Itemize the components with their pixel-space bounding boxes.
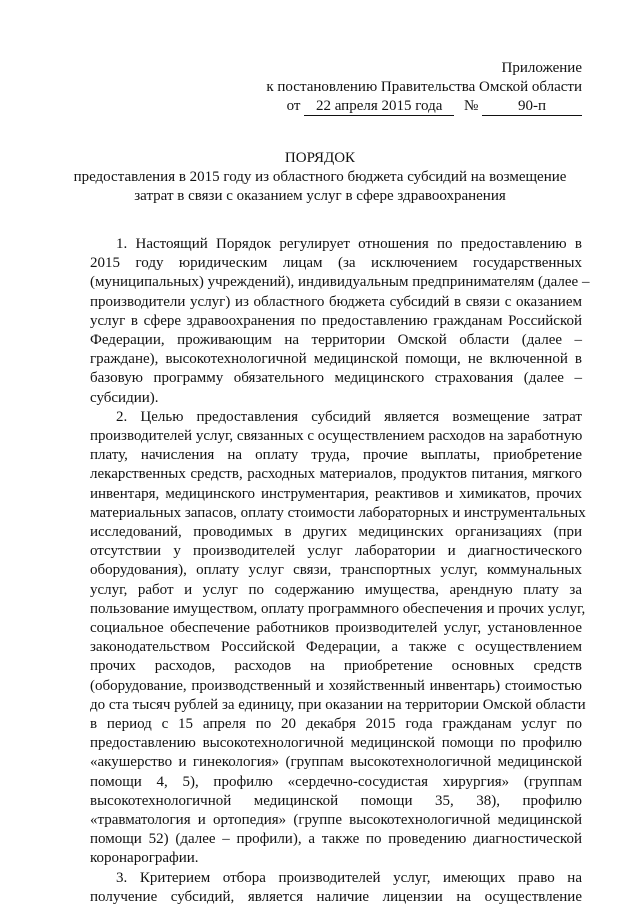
body-line: получение субсидий, является наличие лицензии на осуществление — [90, 888, 582, 905]
body-line: в период с 15 апреля по 20 декабря 2015 года гражданам услуг по — [90, 716, 582, 732]
resolution-reference: к постановлению Правительства Омской области — [266, 79, 582, 95]
document-title: ПОРЯДОК — [284, 150, 356, 166]
body-line: 3. Критерием отбора производителей услуг, имеющих право на — [116, 869, 582, 886]
body-line: «травматология и ортопедия» (группе высокотехнологичной медицинской — [90, 812, 582, 828]
body-line: предоставлению высокотехнологичной медицинской помощи по профилю — [90, 735, 582, 752]
body-line: Федерации, проживающим на территории Омской области (далее – — [90, 332, 582, 348]
body-line: до ста тысяч рублей за единицу, при оказании на территории Омской области — [90, 696, 586, 713]
body-line: производителей услуг, связанных с осуществлением расходов на заработную — [90, 428, 583, 444]
from-label: от — [286, 98, 301, 114]
body-line: плату, начисления на оплату труда, прочие выплаты, приобретение — [90, 447, 582, 464]
body-line: высокотехнологичной медицинской помощи 35, 38), профилю — [90, 792, 582, 809]
body-line: производители услуг) из областного бюджета субсидий в связи с оказанием — [90, 293, 582, 310]
body-line: социальное обеспечение работников производителей услуг, установленное — [90, 620, 582, 636]
body-line: 2. Целью предоставления субсидий является возмещение затрат — [116, 408, 582, 425]
body-line: инвентаря, медицинского инструментария, реактивов и химикатов, прочих — [90, 485, 582, 502]
body-line: лекарственных средств, расходных материалов, продуктов питания, мягкого — [90, 466, 582, 483]
resolution-number: 90-п — [482, 98, 582, 116]
body-line: базовую программу обязательного медицинского страхования (далее – — [90, 370, 582, 387]
document-subtitle-line-2: затрат в связи с оказанием услуг в сфере здравоохранения — [134, 188, 506, 204]
body-line: материальных запасов, оплату стоимости лабораторных и инструментальных — [90, 504, 586, 521]
body-line: законодательством Российской Федерации, а также с осуществлением — [90, 639, 582, 656]
number-sign: № — [463, 98, 479, 114]
body-line: услуг в сфере здравоохранения по предоставлению гражданам Российской — [90, 312, 582, 329]
body-line: граждане), высокотехнологичной медицинской помощи, не включенной в — [90, 351, 582, 368]
body-line: отсутствии у производителей услуг лаборатории и диагностического — [90, 543, 582, 560]
body-line: исследований, проводимых в других медицинских организациях (при — [90, 524, 582, 540]
body-line: помощи 52) (далее – профили), а также по проведению диагностической — [90, 831, 582, 848]
resolution-date-number — [287, 96, 582, 117]
body-line: (оборудование, производственный и хозяйственный инвентарь) стоимостью — [90, 677, 582, 694]
body-line: прочих расходов, расходов на приобретение основных средств — [90, 658, 582, 675]
body-line: «акушерство и гинекология» (группам высокотехнологичной медицинской — [90, 754, 582, 771]
appendix-label: Приложение — [501, 60, 582, 76]
body-line: (муниципальных) учреждений), индивидуальным предпринимателям (далее – — [90, 274, 590, 291]
body-line: субсидии). — [90, 389, 159, 406]
body-line: услуг, работ и услуг по содержанию имущества, арендную плату за — [90, 581, 582, 598]
body-line: коронарографии. — [90, 850, 199, 867]
body-line: помощи 4, 5), профилю «сердечно-сосудистая хирургия» (группам — [90, 773, 582, 790]
body-line: 1. Настоящий Порядок регулирует отношения по предоставлению в — [116, 236, 582, 252]
body-line: 2015 году юридическим лицам (за исключением государственных — [90, 255, 582, 272]
document-subtitle-line-1: предоставления в 2015 году из областного бюджета субсидий на возмещение — [73, 169, 567, 185]
resolution-date: 22 апреля 2015 года — [304, 98, 454, 116]
body-line: пользование имуществом, оплату программного обеспечения и прочих услуг, — [90, 600, 586, 617]
body-line: оборудования), оплату услуг связи, транспортных услуг, коммунальных — [90, 562, 582, 579]
